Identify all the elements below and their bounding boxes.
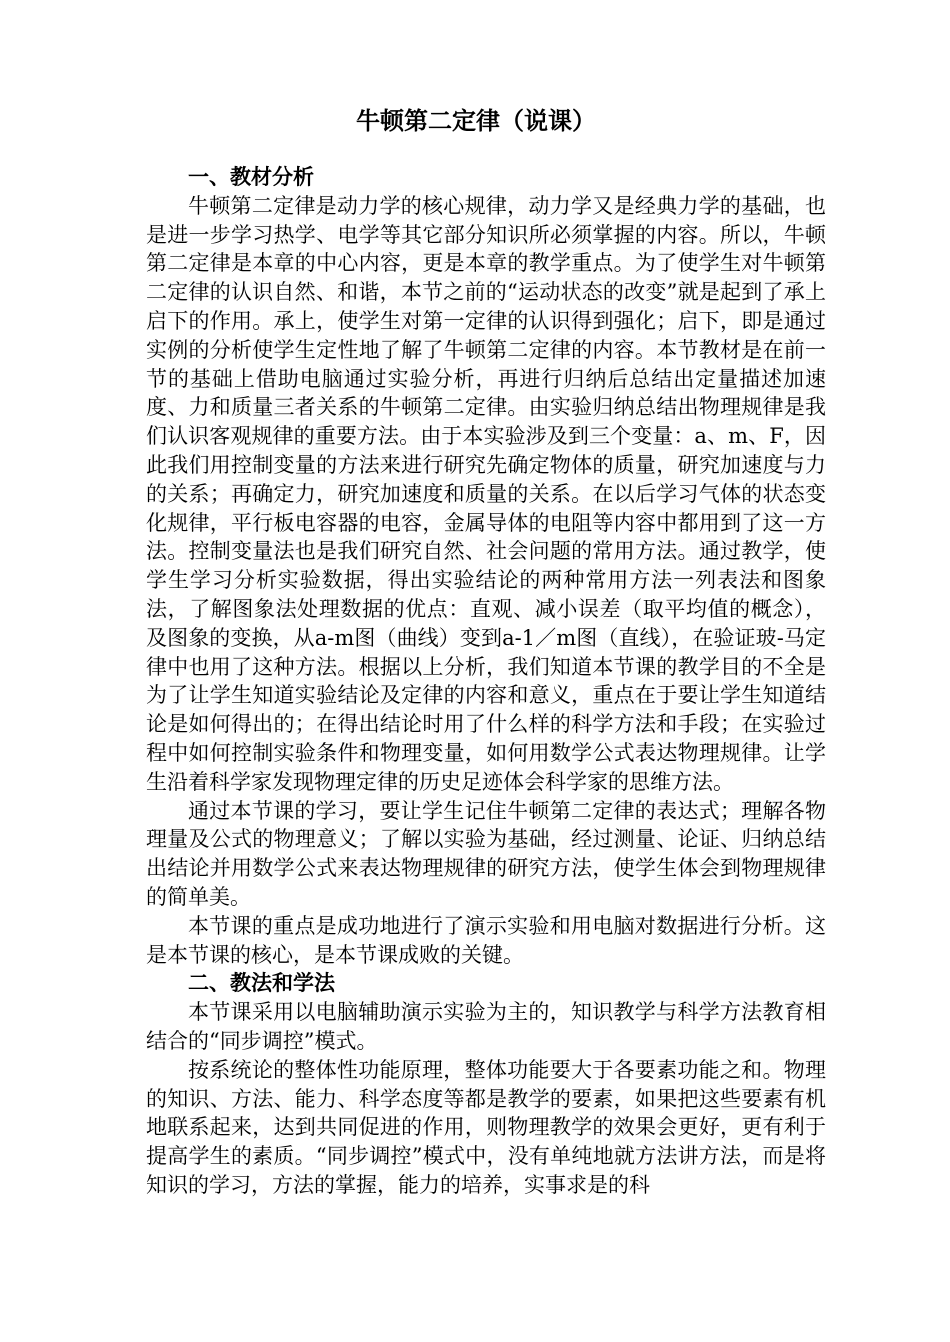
- section-heading-teaching-methods: 二、教法和学法: [188, 970, 335, 996]
- paragraph: 本节课采用以电脑辅助演示实验为主的，知识教学与科学方法教育相结合的“同步调控”模式。: [146, 1000, 826, 1053]
- section-heading-textbook-analysis: 一、教材分析: [188, 164, 314, 189]
- paragraph: 牛顿第二定律是动力学的核心规律，动力学又是经典力学的基础，也是进一步学习热学、电学等其它部分知识所必须掌握的内容。所以，牛顿第二定律是本章的中心内容，更是本章的教学重点。为了使学生对牛顿第二定律的认识自然、和谐，本节之前的“运动状态的改变”就是起到了承上启下的作用。承上，使学生对第一定律的认识得到强化；启下，即是通过实例的分析使学生定性地了解了牛顿第二定律的内容。本节教材是在前一节的基础上借助电脑通过实验分析，再进行归纳后总结出定量描述加速度、力和质量三者关系的牛顿第二定律。由实验归纳总结出物理规律是我们认识客观规律的重要方法。由于本实验涉及到三个变量：a、m、F，因此我们用控制变量的方法来进行研究先确定物体的质量，研究加速度与力的关系；再确定力，研究加速度和质量的关系。在以后学习气体的状态变化规律，平行板电容器的电容，金属导体的电阻等内容中都用到了这一方法。控制变量法也是我们研究自然、社会问题的常用方法。通过教学，使学生学习分析实验数据，得出实验结论的两种常用方法一列表法和图象法，了解图象法处理数据的优点：直观、减小误差（取平均值的概念），及图象的变换，从a-m图（曲线）变到a-1／m图（直线），在验证玻-马定律中也用了这种方法。根据以上分析，我们知道本节课的教学目的不全是为了让学生知道实验结论及定律的内容和意义，重点在于要让学生知道结论是如何得出的；在得出结论时用了什么样的科学方法和手段；在实验过程中如何控制实验条件和物理变量，如何用数学公式表达物理规律。让学生沿着科学家发现物理定律的历史足迹体会科学家的思维方法。: [146, 193, 826, 794]
- paragraph: 通过本节课的学习，要让学生记住牛顿第二定律的表达式；理解各物理量及公式的物理意义；了解以实验为基础，经过测量、论证、归纳总结出结论并用数学公式来表达物理规律的研究方法，使学生体会到物理规律的简单美。: [146, 798, 826, 909]
- paragraph: 按系统论的整体性功能原理，整体功能要大于各要素功能之和。物理的知识、方法、能力、科学态度等都是教学的要素，如果把这些要素有机地联系起来，达到共同促进的作用，则物理教学的效果会更好，更有利于提高学生的素质。“同步调控”模式中，没有单纯地就方法讲方法，而是将知识的学习，方法的掌握，能力的培养，实事求是的科: [146, 1057, 826, 1197]
- paragraph: 本节课的重点是成功地进行了演示实验和用电脑对数据进行分析。这是本节课的核心，是本节课成败的关键。: [146, 913, 826, 967]
- document-body: [146, 163, 826, 1200]
- document-title: 牛顿第二定律（说课）: [356, 106, 596, 135]
